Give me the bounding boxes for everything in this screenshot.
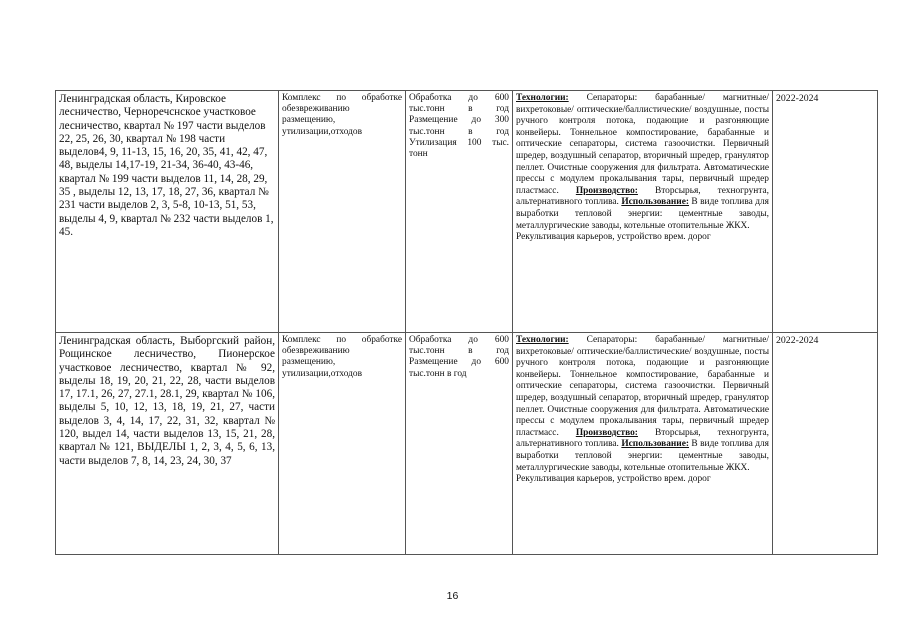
recultivation-text: Рекультивация карьеров, устройство врем. дорог bbox=[516, 474, 711, 485]
technology-cell bbox=[513, 91, 773, 333]
recultivation-text: Рекультивация карьеров, устройство врем. дорог bbox=[516, 232, 711, 243]
production-description: Вторсырья, техногрунта, альтернативного топлива. bbox=[516, 185, 769, 208]
period-cell bbox=[773, 91, 878, 333]
technology-text bbox=[516, 93, 769, 232]
technology-cell bbox=[513, 333, 773, 555]
complex-cell bbox=[279, 333, 406, 555]
technology-description: Сепараторы: барабанные/ магнитные/вихретоковые/ оптические/баллистические/ воздушные, посты ручного контроля потока, подающие и разгоняющие конвейеры. Тоннельное компостирование, барабанные и оптические сепараторы, система газоочистки. Первичный шредер, воздушный сепаратор, вторичный шредер, гранулятор пеллет. Очистные сооружения для фильтрата. Автоматические прессы с модулем прокалывания тары, первичный шредер пластмасс. bbox=[516, 93, 769, 196]
technology-description: Сепараторы: барабанные/ магнитные/вихретоковые/ оптические/баллистические/ воздушные, посты ручного контроля потока, подающие и разгоняющие конвейеры. Тоннельное компостирование, барабанные и оптические сепараторы, система газоочистки. Первичный шредер, воздушный сепаратор, вторичный шредер, гранулятор пеллет. Очистные сооружения для фильтрата. Автоматические прессы с модулем прокалывания тары, первичный шредер пластмасс. bbox=[516, 335, 769, 438]
capacity-cell bbox=[406, 91, 513, 333]
capacity-text: Обработка до 600 тыс.тонн в год Размещение до 600 тыс.тонн в год bbox=[409, 335, 509, 379]
technology-label: Технологии: bbox=[516, 335, 569, 345]
location-cell bbox=[56, 91, 279, 333]
location-text: Ленинградская область, Кировское лесничество, Черноречснское участковое лесничество, квартал № 197 части выделов 22, 25, 26, 30, квартал № 198 части выделов4, 9, 11-13, 15, 16, 20, 35, 41, 42, 47, 48, выделы 14,17-19, 21-34, 36-40, 43-46, квартал № 199 части выделов 11, 14, 28, 29, 35 , выделы 12, 13, 17, 18, 27, 36, квартал № 231 части выделов 2, 3, 5-8, 10-13, 51, 53, выделы 4, 9, квартал № 232 части выделов 1, 45. bbox=[59, 93, 274, 238]
usage-label: Использование: bbox=[621, 439, 689, 450]
period-text: 2022-2024 bbox=[776, 335, 819, 346]
production-label: Производство: bbox=[575, 185, 638, 196]
location-text: Ленинградская область, Выборгский район, Рощинское лесничество, Пионерское участковое лесничество, квартал № 92, выделы 18, 19, 20, 21, 22, 28, части выделов 17, 17.1, 26, 27, 27.1, 28.1, 29, квартал № 106, выделы 5, 10, 12, 13, 18, 19, 21, 27, части выделов 3, 4, 14, 17, 22, 31, 32, квартал № 120, выдел 14, части выделов 13, 15, 21, 28, квартал № 121, ВЫДЕЛЫ 1, 2, 3, 4, 5, 6, 13, части выделов 7, 8, 14, 23, 24, 30, 37 bbox=[59, 335, 275, 467]
table-row bbox=[56, 333, 878, 555]
production-label: Производство: bbox=[575, 427, 638, 438]
production-description: Вторсырья, техногрунта, альтернативного топлива. bbox=[516, 427, 769, 450]
period-text: 2022-2024 bbox=[776, 93, 819, 104]
technology-text bbox=[516, 335, 769, 474]
facilities-table bbox=[55, 90, 878, 555]
period-cell bbox=[773, 333, 878, 555]
usage-description: В виде топлива для выработки тепловой энергии: цементные заводы, металлургические заводы, котельные отопительные ЖКХ. bbox=[516, 197, 769, 231]
capacity-cell bbox=[406, 333, 513, 555]
capacity-text: Обработка до 600 тыс.тонн в год Размещение до 300 тыс.тонн в год Утилизация 100 тыс. тонн bbox=[409, 93, 509, 160]
location-cell bbox=[56, 333, 279, 555]
table-row bbox=[56, 91, 878, 333]
complex-text: Комплекс по обработке обезвреживанию размещению, утилизации,отходов bbox=[282, 93, 402, 137]
usage-label: Использование: bbox=[621, 197, 689, 208]
complex-cell bbox=[279, 91, 406, 333]
complex-text: Комплекс по обработке обезвреживанию размещению, утилизации,отходов bbox=[282, 335, 402, 379]
page-number: 16 bbox=[446, 590, 459, 602]
technology-label: Технологии: bbox=[516, 93, 569, 103]
usage-description: В виде топлива для выработки тепловой энергии: цементные заводы, металлургические заводы, котельные отопительные ЖКХ. bbox=[516, 439, 769, 473]
